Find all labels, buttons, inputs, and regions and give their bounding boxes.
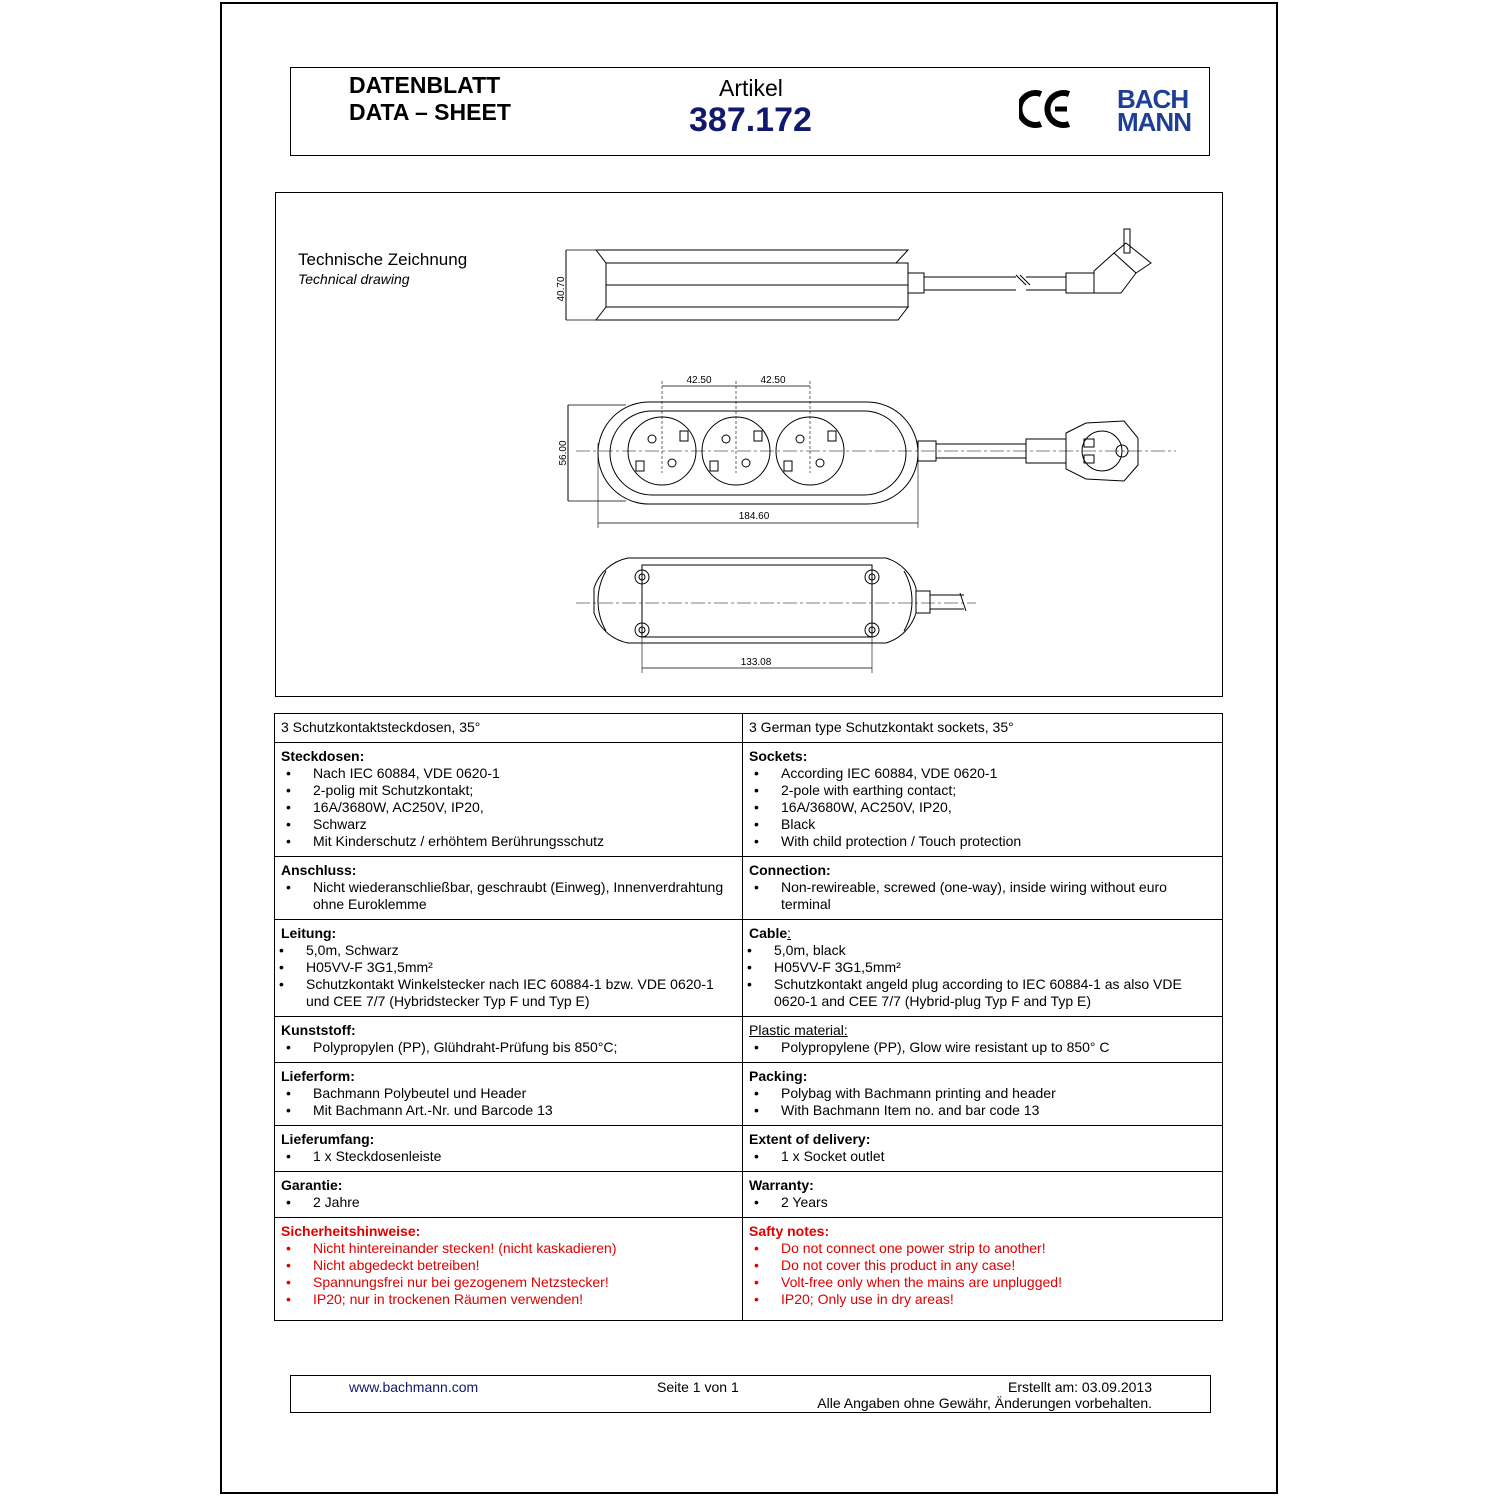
list-item: • 2-polig mit Schutzkontakt; [281,782,736,799]
table-row [275,1126,1223,1172]
drawing-subtitle: Technical drawing [298,271,410,287]
list-item: • Polypropylen (PP), Glühdraht-Prüfung bis 850°C; [281,1039,736,1056]
section-heading: Leitung: [281,925,337,941]
list-item: • Non-rewireable, screwed (one-way), inside wiring without euro terminal [749,879,1216,913]
ce-mark-icon [1019,88,1075,130]
website-link[interactable]: www.bachmann.com [349,1379,479,1395]
list-item: • H05VV-F 3G1,5mm² [742,959,1216,976]
list-item: • Polybag with Bachmann printing and header [749,1085,1216,1102]
list-item: • Polypropylene (PP), Glow wire resistant up to 850° C [749,1039,1216,1056]
top-view [568,381,1176,528]
list-item: • Nach IEC 60884, VDE 0620-1 [281,765,736,782]
safety-heading: Safty notes: [749,1223,830,1239]
bullet-list [281,765,736,850]
section-heading: Anschluss: [281,862,357,878]
list-item: • Mit Kinderschutz / erhöhtem Berührungsschutz [281,833,736,850]
list-item: • 2 Years [749,1194,1216,1211]
article-number: 387.172 [689,101,812,139]
safety-item: • Volt-free only when the mains are unplugged! [749,1274,1216,1291]
list-item: • 2 Jahre [281,1194,736,1211]
dim-mount: 133.08 [740,657,772,668]
table-row [275,1218,1223,1321]
side-view [566,229,1151,320]
title-de: DATENBLATT [349,72,501,98]
intro-de: 3 Schutzkontaktsteckdosen, 35° [275,714,743,743]
table-row [275,714,1223,743]
list-item: • Bachmann Polybeutel und Header [281,1085,736,1102]
list-item: • According IEC 60884, VDE 0620-1 [749,765,1216,782]
bottom-view [576,558,976,673]
section-heading: Lieferform: [281,1068,355,1084]
dim-height: 40.70 [556,276,567,302]
technical-drawing-box [275,192,1223,697]
list-item: • 5,0m, black [742,942,1216,959]
bullet-list [749,765,1216,850]
safety-item: • Do not connect one power strip to another! [749,1240,1216,1257]
safety-item: • Do not cover this product in any case! [749,1257,1216,1274]
list-item: • Mit Bachmann Art.-Nr. und Barcode 13 [281,1102,736,1119]
list-item: • 16A/3680W, AC250V, IP20, [749,799,1216,816]
created-date: Erstellt am: 03.09.2013 [1008,1379,1152,1395]
table-row [275,857,1223,920]
power-strip-drawing [276,193,1222,696]
table-row [275,920,1223,1017]
article-label: Artikel [719,75,783,101]
document-title [349,72,511,126]
safety-item: • IP20; nur in trockenen Räumen verwenden! [281,1291,736,1308]
disclaimer: Alle Angaben ohne Gewähr, Änderungen vorbehalten. [817,1395,1152,1411]
list-item: • Schutzkontakt angeld plug according to IEC 60884-1 as also VDE 0620-1 and CEE 7/7 (Hybrid-plug Typ F and Typ E) [742,976,1216,1010]
list-item: • With child protection / Touch protection [749,833,1216,850]
list-item: • With Bachmann Item no. and bar code 13 [749,1102,1216,1119]
footer-box [290,1375,1211,1413]
safety-item: • Nicht abgedeckt betreiben! [281,1257,736,1274]
section-heading: Warranty: [749,1177,814,1193]
section-heading: Extent of delivery: [749,1131,871,1147]
section-heading: Cable: [749,925,792,941]
title-en: DATA – SHEET [349,99,511,125]
dim-spacing-1: 42.50 [686,375,712,386]
safety-item: • Spannungsfrei nur bei gezogenem Netzstecker! [281,1274,736,1291]
safety-heading: Sicherheitshinweise: [281,1223,421,1239]
spec-table [274,713,1223,1321]
list-item: • 16A/3680W, AC250V, IP20, [281,799,736,816]
page-number: Seite 1 von 1 [657,1379,739,1395]
drawing-title: Technische Zeichnung [298,250,468,269]
list-item: • 2-pole with earthing contact; [749,782,1216,799]
section-heading: Sockets: [749,748,808,764]
section-heading: Plastic material: [749,1022,848,1038]
dim-length: 184.60 [738,511,770,522]
section-heading: Packing: [749,1068,808,1084]
section-heading: Kunststoff: [281,1022,356,1038]
table-row [275,1017,1223,1063]
section-heading: Steckdosen: [281,748,365,764]
bachmann-logo: BACH MANN [1117,84,1191,137]
list-item: • Schwarz [281,816,736,833]
list-item: • 5,0m, Schwarz [274,942,736,959]
list-item: • Black [749,816,1216,833]
dim-width: 56.00 [558,440,569,466]
section-heading: Connection: [749,862,831,878]
dim-spacing-2: 42.50 [760,375,786,386]
safety-item: • IP20; Only use in dry areas! [749,1291,1216,1308]
list-item: • Nicht wiederanschließbar, geschraubt (Einweg), Innenverdrahtung ohne Euroklemme [281,879,736,913]
list-item: • 1 x Steckdosenleiste [281,1148,736,1165]
safety-item: • Nicht hintereinander stecken! (nicht kaskadieren) [281,1240,736,1257]
table-row [275,743,1223,857]
list-item: • 1 x Socket outlet [749,1148,1216,1165]
header-box [290,67,1210,156]
list-item: • H05VV-F 3G1,5mm² [274,959,736,976]
table-row [275,1063,1223,1126]
intro-en: 3 German type Schutzkontakt sockets, 35° [743,714,1223,743]
section-heading: Lieferumfang: [281,1131,375,1147]
section-heading: Garantie: [281,1177,343,1193]
table-row [275,1172,1223,1218]
list-item: • Schutzkontakt Winkelstecker nach IEC 60884-1 bzw. VDE 0620-1 und CEE 7/7 (Hybridstecker Typ F und Typ E) [274,976,736,1010]
